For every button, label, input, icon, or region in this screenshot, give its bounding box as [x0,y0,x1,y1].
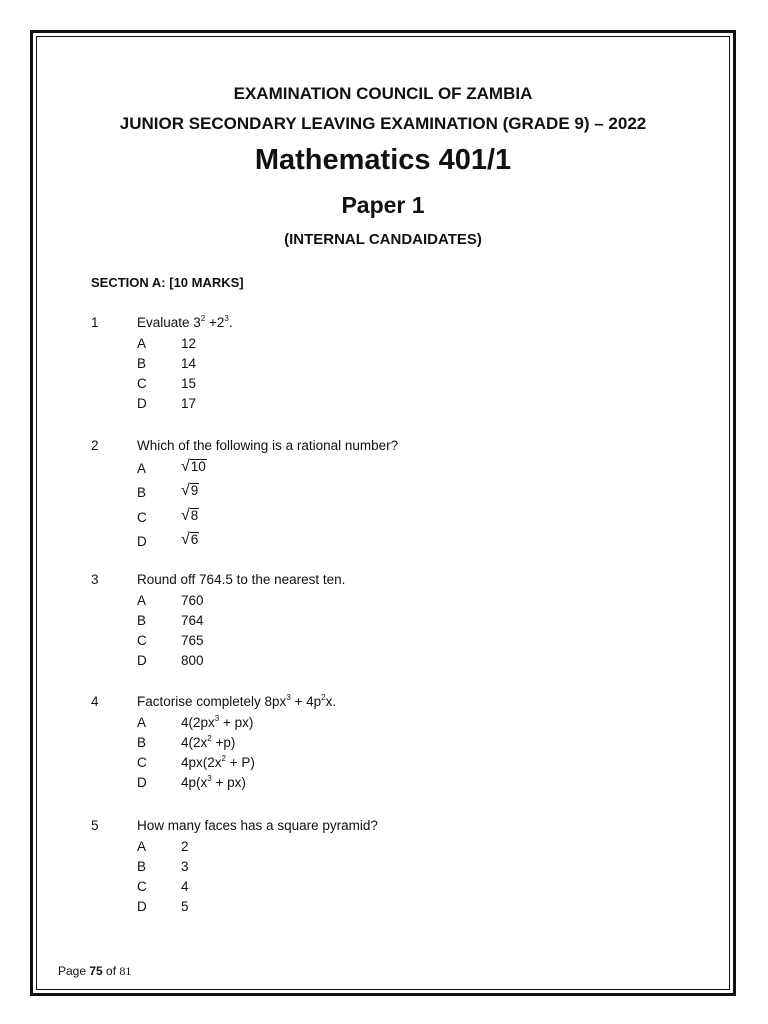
paper-title: Paper 1 [341,192,425,218]
question-text: How many faces has a square pyramid? [137,818,378,833]
question-text: Round off 764.5 to the nearest ten. [137,572,346,587]
question-text: Evaluate $3^2 +2^3$. [137,314,233,330]
question-text: Which of the following is a rational number? [137,438,399,453]
option-letter: D [137,653,147,668]
option-letter: C [137,633,147,648]
option-letter: D [137,775,147,790]
exam-name-heading: JUNIOR SECONDARY LEAVING EXAMINATION (GRADE 9) – 2022 [119,114,647,133]
candidates-label: (INTERNAL CANDAIDATES) [284,231,482,248]
option-letter: B [137,613,147,628]
option-letter: B [137,356,147,371]
option-letter: B [137,859,147,874]
option-letter: D [137,534,147,549]
exam-council-heading: EXAMINATION COUNCIL OF ZAMBIA [233,84,533,103]
question-text: Factorise completely $8px^3 + 4p^2x$. [137,693,337,709]
option-letter: A [137,461,147,476]
option-value: 4 [181,879,189,894]
sqrt-expression: √ 6 [181,530,199,548]
option-letter: A [137,593,147,608]
page-number-footer: Page 75 of 81 [58,964,132,978]
option-letter: B [137,485,147,500]
question-number: 2 [91,438,99,453]
subject-title: Mathematics 401/1 [254,144,512,176]
question-number: 4 [91,694,99,709]
current-page-number: 75 [89,964,103,978]
sqrt-expression: √ 9 [181,481,199,499]
option-value: $4(2px^3 + px)$ [181,714,254,730]
sqrt-icon: √ [181,457,190,475]
option-letter: C [137,755,147,770]
question-number: 5 [91,818,99,833]
option-letter: B [137,735,147,750]
option-letter: C [137,510,147,525]
sqrt-icon: √ [181,530,190,548]
option-value: 800 [181,653,204,668]
option-value: 15 [181,376,197,391]
option-value: 17 [181,396,197,411]
option-letter: C [137,879,147,894]
option-value: 760 [181,593,204,608]
sqrt-expression: √ 8 [181,506,199,524]
option-value: 14 [181,356,197,371]
option-letter: A [137,715,147,730]
question-number: 1 [91,315,99,330]
option-value: 764 [181,613,204,628]
option-letter: A [137,336,147,351]
question-number: 3 [91,572,99,587]
total-pages: 81 [119,964,132,978]
option-letter: D [137,899,147,914]
option-value: 5 [181,899,189,914]
option-value: 765 [181,633,204,648]
option-value: $4(2x^2 +p)$ [181,734,236,750]
sqrt-icon: √ [181,481,190,499]
option-letter: C [137,376,147,391]
section-heading: SECTION A: [10 MARKS] [91,275,244,290]
option-value: $4p(x^3 + px)$ [181,774,246,790]
option-value: 12 [181,336,197,351]
sqrt-expression: √ 10 [181,457,206,475]
option-value: 3 [181,859,189,874]
sqrt-icon: √ [181,506,190,524]
option-value: $4px(2x^2 + P)$ [181,754,255,770]
option-value: 2 [181,839,189,854]
option-letter: A [137,839,147,854]
option-letter: D [137,396,147,411]
